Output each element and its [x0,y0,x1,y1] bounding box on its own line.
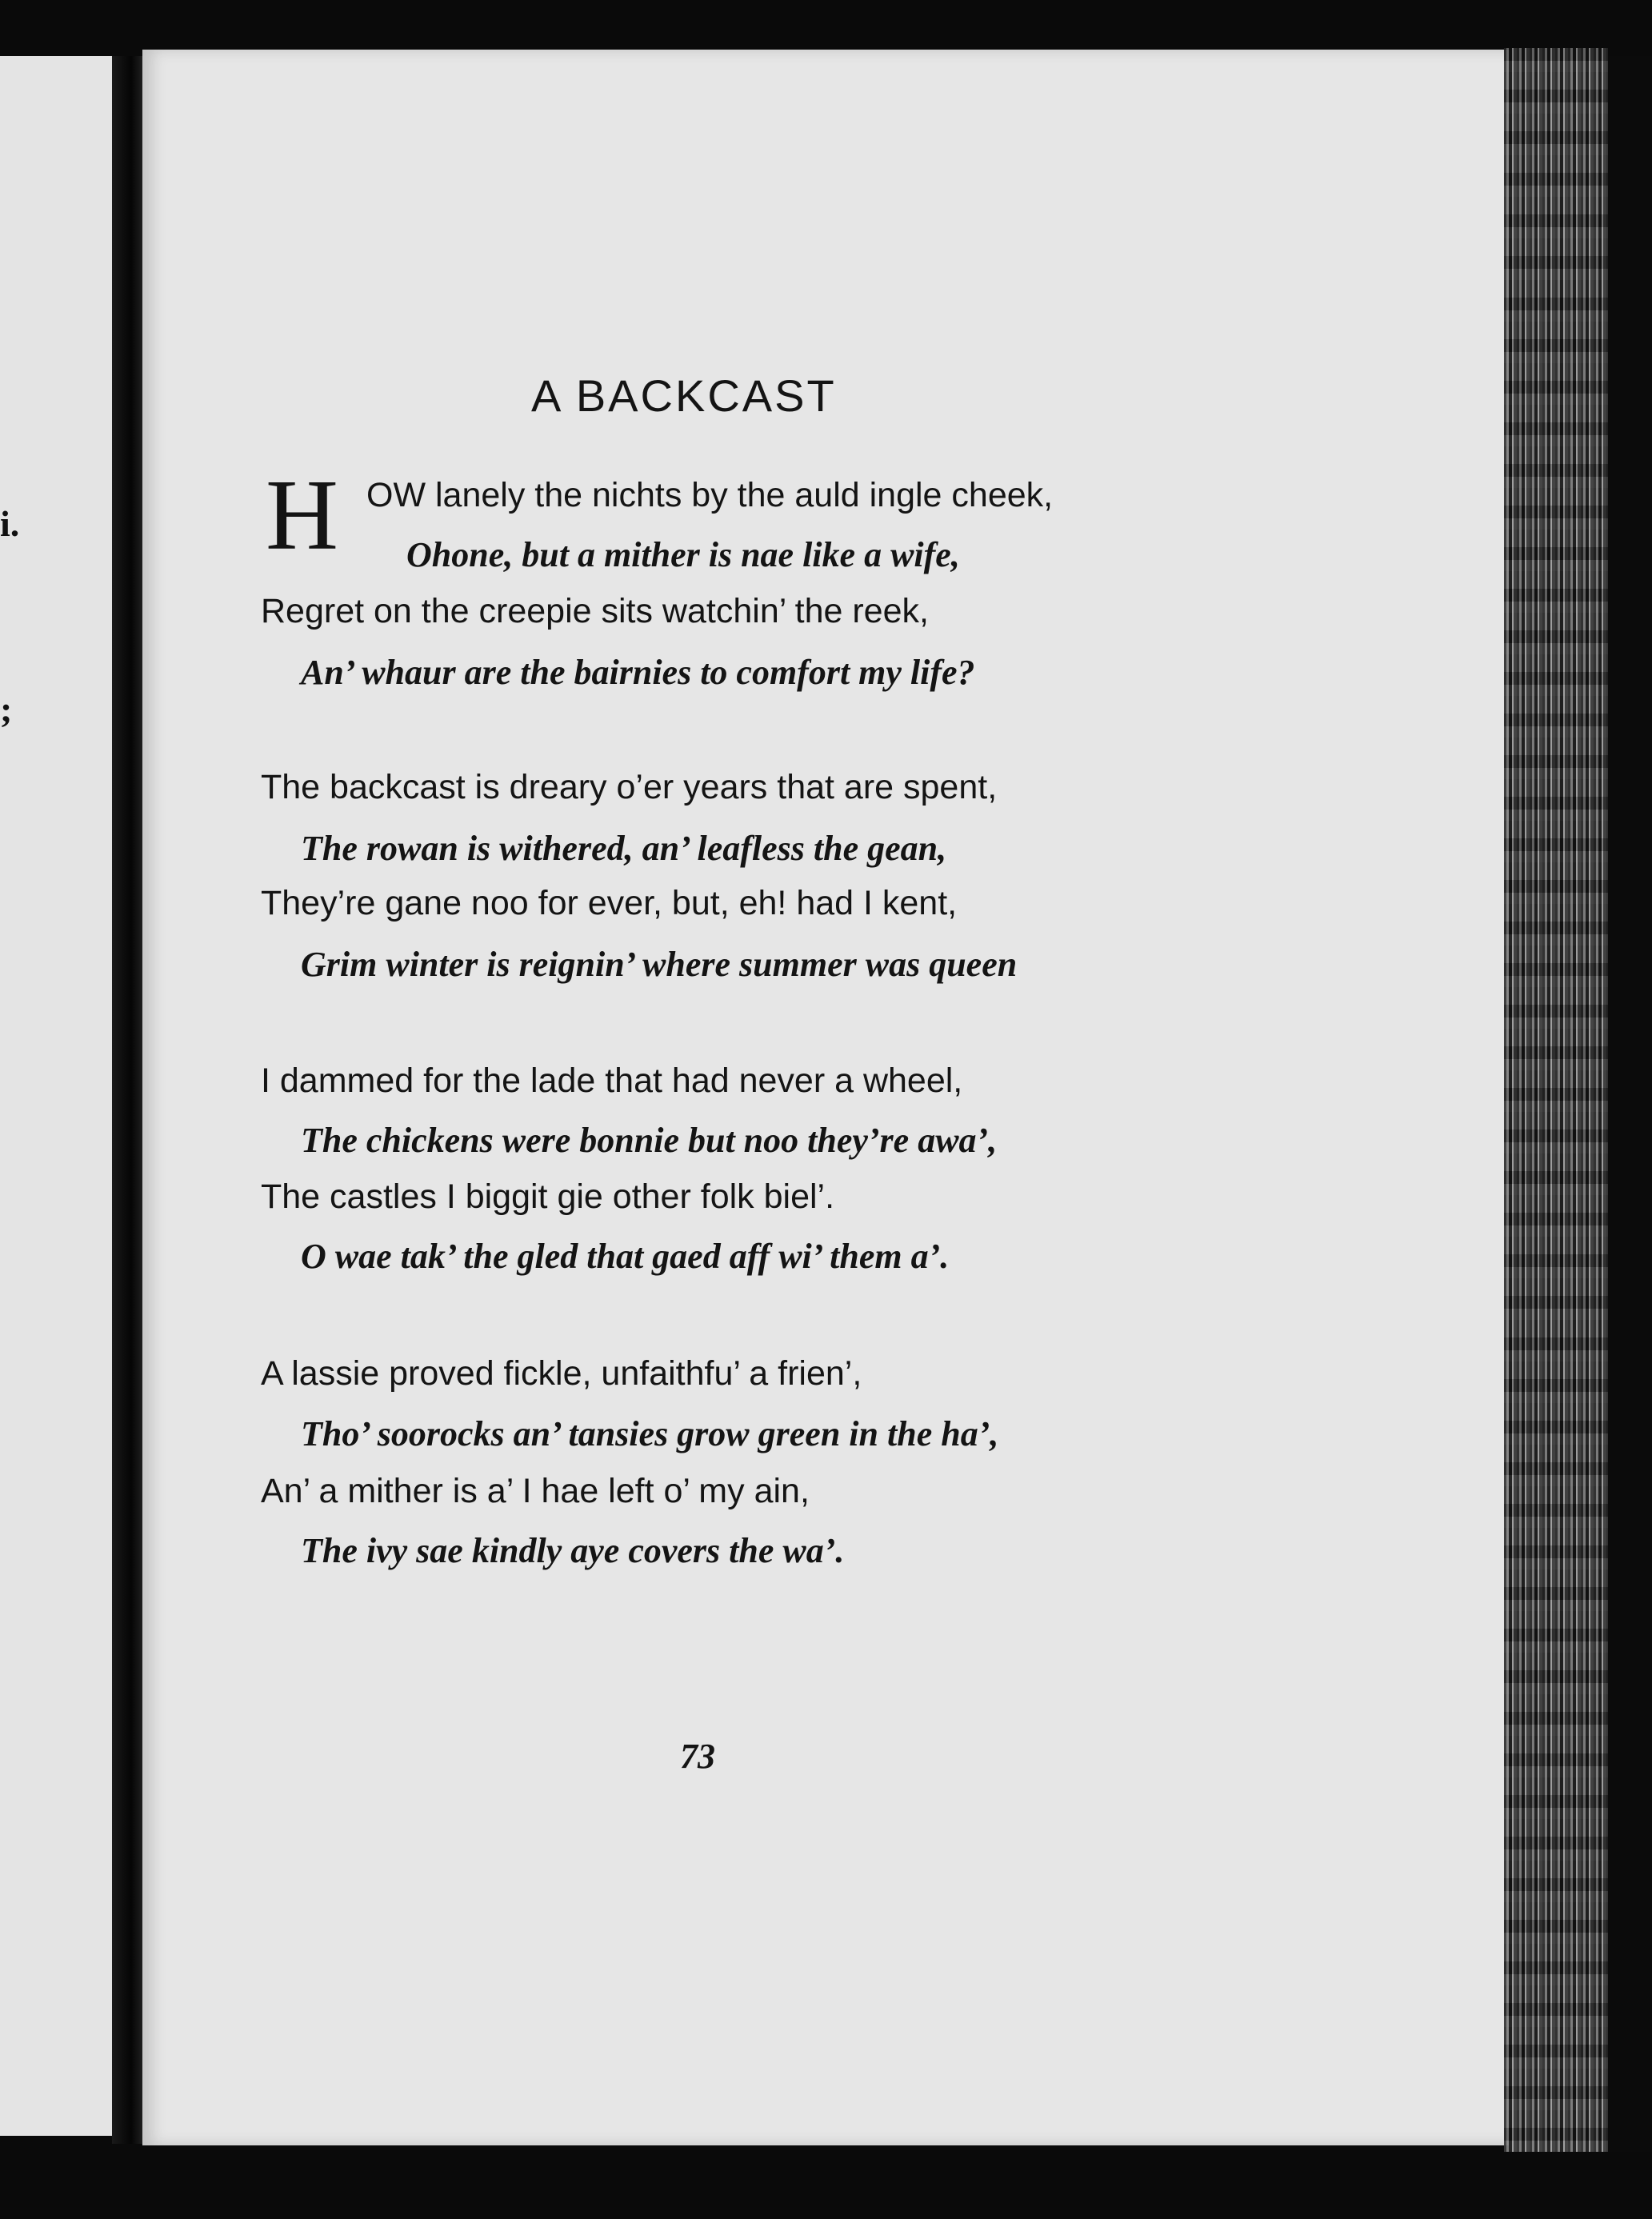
poem-line: Regret on the creepie sits watchin’ the reek, [261,592,929,630]
page-edges [1504,48,1608,2152]
poem-line: They’re gane noo for ever, but, eh! had I kent, [261,884,958,922]
poem-line: The castles I biggit gie other folk biel’. [261,1177,835,1216]
book-cover-edge [1608,56,1652,2152]
poem-line: O wae tak’ the gled that gaed aff wi’ them a’. [301,1237,950,1276]
facing-page-fragment: i. [0,503,20,544]
facing-page [0,56,112,2136]
page-number: 73 [680,1737,715,1776]
poem-title: A BACKCAST [531,370,837,421]
poem-line: The ivy sae kindly aye covers the wa’. [301,1531,845,1570]
poem-line: Ohone, but a mither is nae like a wife, [406,535,960,574]
book-gutter [112,56,144,2144]
poem-line: The chickens were bonnie but noo they’re awa’, [301,1121,998,1160]
drop-cap: H [266,460,338,571]
poem-line: A lassie proved fickle, unfaithfu’ a frien’, [261,1354,862,1393]
poem-line: An’ a mither is a’ I hae left o’ my ain, [261,1472,810,1510]
poem-line: OW lanely the nichts by the auld ingle cheek, [366,476,1054,514]
facing-page-fragment: ; [0,689,13,730]
poem-line: Tho’ soorocks an’ tansies grow green in the ha’, [301,1414,999,1453]
poem-line: The backcast is dreary o’er years that are spent, [261,768,998,806]
poem-line: An’ whaur are the bairnies to comfort my life? [301,653,975,692]
poem-line: I dammed for the lade that had never a wheel, [261,1062,963,1100]
poem-line: Grim winter is reignin’ where summer was queen [301,945,1018,984]
poem-line: The rowan is withered, an’ leafless the gean, [301,829,947,868]
